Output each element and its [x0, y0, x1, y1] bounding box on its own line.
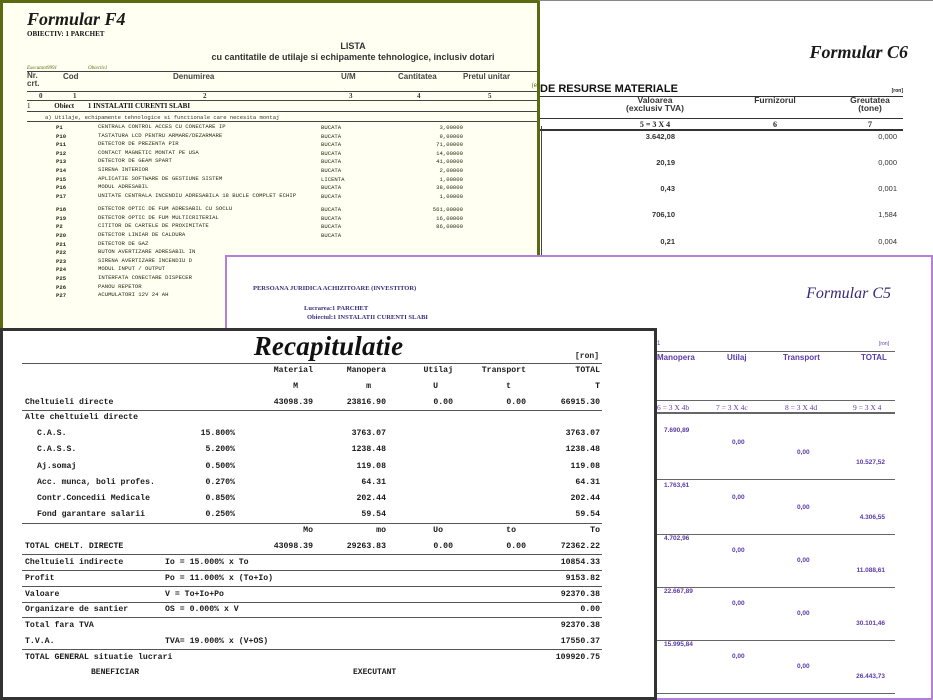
f4-header-denumirea: Denumirea: [173, 72, 215, 81]
table-row: P27 ACUMULATORI 12V 24 AH: [56, 291, 169, 300]
c5-formula-manopera: 6 = 3 X 4b: [657, 403, 690, 412]
recap-alte-label: Alte cheltuieli directe: [25, 413, 139, 422]
c5-formula-total: 9 = 3 X 4: [853, 403, 882, 412]
f4-header-pret: Pretul unitar: [463, 72, 511, 81]
recap-summary-row: Total fara TVA 92370.38: [25, 621, 600, 630]
recap-summary-row: Valoare V = To+Io+Po 92370.38: [25, 590, 600, 599]
recap-divider: [22, 554, 602, 555]
table-row: P19 DETECTOR OPTIC DE FUM MULTICRITERIAL BUCATA 16,00000: [56, 213, 463, 222]
c5-group-row: 15.995,84 0,00 0,00 26.443,73: [657, 638, 895, 694]
c6-divider: [540, 118, 903, 119]
table-row: P15 APLICATIE SOFTWARE DE GESTIUNE SISTEM LICENTA 1,00000: [56, 174, 463, 183]
table-row: P18 DETECTOR OPTIC DE FUM ADRESABIL CU SOCLU BUCATA 561,00000: [56, 205, 463, 214]
c5-formula-transport: 8 = 3 X 4d: [785, 403, 818, 412]
c6-divider: [540, 129, 903, 131]
table-row: P16 MODUL ADRESABIL BUCATA 38,00000: [56, 183, 463, 192]
recap-summary-row: Profit Po = 11.000% x (To+Io) 9153.82: [25, 574, 600, 583]
recap-alte-row: Aj.somaj 0.500% 119.08 119.08: [37, 462, 600, 471]
table-row: P1 CENTRALA CONTROL ACCES CU CONECTARE IP BUCATA 3,00000: [56, 123, 463, 131]
c5-divider: [657, 400, 895, 401]
f4-divider: [27, 121, 537, 122]
f4-header-cantitatea: Cantitatea: [398, 72, 437, 81]
c6-header-valoarea: Valoarea (exclusiv TVA): [626, 95, 684, 113]
f4-divider: [27, 91, 537, 92]
c6-resurse-title: DE RESURSE MATERIALE: [540, 83, 678, 95]
f4-colnum: 4: [417, 92, 421, 100]
recap-total-letters: Mo mo Uo to To: [303, 526, 600, 535]
f4-colnum: 3: [349, 92, 353, 100]
f4-edge-fragment: (e: [531, 83, 537, 89]
recap-summary-row: Cheltuieli indirecte Io = 15.000% x To 10854.33: [25, 558, 600, 567]
f4-obiectiv: OBIECTIV: 1 PARCHET: [27, 30, 105, 38]
f4-meta-left: Executant9991: [27, 66, 57, 71]
c5-group-row: 4.702,96 0,00 0,00 11.088,61: [657, 532, 895, 588]
c5-header-total: TOTAL: [861, 353, 887, 362]
c6-header-greutatea: Greutatea (tone): [850, 95, 890, 113]
recap-divider: [22, 617, 602, 618]
f4-divider: [27, 100, 537, 101]
table-row: P23 SIRENA AVERTIZARE INCENDIU D: [56, 256, 192, 265]
f4-divider: [27, 71, 537, 72]
recap-divider: [22, 602, 602, 603]
c5-investitor: PERSOANA JURIDICA ACHIZITOARE (INVESTITOR): [253, 285, 417, 292]
recap-beneficiar: BENEFICIAR: [91, 668, 140, 677]
table-row: P10 TASTATURA LCD PENTRU ARMARE/DEZARMARE BUCATA 9,00000: [56, 131, 463, 140]
recap-divider: [22, 410, 602, 411]
c5-divider: [657, 412, 895, 414]
f4-header-nr: Nr. crt.: [27, 71, 40, 88]
table-row: P12 CONTACT MAGNETIC MONTAT PE USA BUCATA 14,00000: [56, 148, 463, 157]
recap-header-row: Material Manopera Utilaj Transport TOTAL: [273, 366, 600, 375]
c5-fragment: 1: [657, 341, 661, 347]
recap-title: Recapitulatie: [253, 331, 404, 361]
c5-title: Formular C5: [806, 285, 891, 302]
c5-lucrarea: Lucrarea:1 PARCHET: [304, 305, 369, 312]
recap-divider: [22, 523, 602, 524]
recap-total-directe-row: TOTAL CHELT. DIRECTE 43098.39 29263.83 0.00 0.00 72362.22: [25, 542, 600, 551]
c5-header-transport: Transport: [783, 353, 820, 362]
recap-currency: [ron]: [574, 352, 599, 361]
table-row: P26 PANOU REPETOR: [56, 282, 142, 291]
c6-colnum-furnizorul: 6: [773, 120, 777, 129]
recap-summary-row: T.V.A. TVA= 19.000% x (V+OS) 17550.37: [25, 637, 600, 646]
formular-c6-sheet: Formular C6 DE RESURSE MATERIALE [ron] Valoarea (exclusiv TVA) Furnizorul Greutatea (tone) 5 = 3 X 4 6 7 3.642,08 0,000 20,19 0,000 0,43 0,001 706,10 1,584 0,21 0,004: [538, 0, 933, 255]
c6-colnum-valoarea: 5 = 3 X 4: [639, 120, 671, 129]
c5-group-row: 1.763,61 0,00 0,00 4.306,55: [657, 479, 895, 535]
c5-header-manopera: Manopera: [657, 353, 695, 362]
table-row: P11 DETECTOR DE PREZENTA PIR BUCATA 71,00000: [56, 140, 463, 149]
f4-header-cod: Cod: [63, 72, 79, 81]
recap-divider: [22, 570, 602, 571]
c5-header-utilaj: Utilaj: [727, 353, 747, 362]
recap-divider: [22, 649, 602, 650]
c5-group-row: 7.690,89 0,00 0,00 10.527,52: [657, 424, 895, 480]
table-row: P20 DETECTOR LINIAR DE CALDURA BUCATA: [56, 231, 342, 240]
recap-cheltuieli-directe-row: Cheltuieli directe 43098.39 23816.90 0.00 0.00 66915.30: [25, 398, 600, 407]
recap-header-letters: M m U t T: [293, 382, 600, 391]
c5-formula-utilaj: 7 = 3 X 4c: [716, 403, 748, 412]
table-row: P14 SIRENA INTERIOR BUCATA 2,00000: [56, 165, 463, 174]
table-row: P2 CITITOR DE CARTELE DE PROXIMITATE BUCATA 86,00000: [56, 222, 463, 231]
recap-alte-row: C.A.S.S. 5.200% 1238.48 1238.48: [37, 445, 600, 454]
recap-divider: [22, 586, 602, 587]
c6-currency: [ron]: [891, 88, 903, 94]
f4-object-nr: 1: [27, 102, 31, 110]
c5-obiectul: Obiectul:1 INSTALATII CURENTI SLABI: [307, 314, 428, 321]
c5-group-row: 22.667,89 0,00 0,00 30.101,46: [657, 585, 895, 641]
f4-object-row: [27, 102, 190, 110]
c6-colnum-greutatea: 7: [868, 120, 872, 129]
table-row: P24 MODUL INPUT / OUTPUT: [56, 265, 166, 274]
f4-colnum: 0: [39, 92, 43, 100]
table-row: P17 UNITATE CENTRALA INCENDIU ADRESABILA 18 BUCLE COMPLET ECHIP BUCATA 1,00000: [56, 191, 463, 200]
f4-colnum: 5: [488, 92, 492, 100]
c5-currency: [ron]: [878, 341, 889, 347]
f4-lista-subtitle: cu cantitatile de utilaje si echipamente tehnologice, inclusiv dotari: [211, 52, 495, 62]
f4-section-row: a) Utilaje, echipamente tehnologice si functionale care necesita montaj: [45, 114, 280, 121]
table-row: P13 DETECTOR DE GEAM SPART BUCATA 41,00000: [56, 157, 463, 166]
f4-divider: [27, 111, 537, 112]
table-row: P25 INTERFATA CONECTARE DISPECER: [56, 274, 192, 282]
recap-alte-row: Acc. munca, boli profes. 0.270% 64.31 64.31: [37, 478, 600, 487]
recapitulatie-sheet: [0, 328, 657, 700]
recap-alte-row: Contr.Concedii Medicale 0.850% 202.44 202.44: [37, 494, 600, 503]
f4-colnum: 2: [203, 92, 207, 100]
f4-header-um: U/M: [341, 72, 356, 81]
recap-executant: EXECUTANT: [353, 668, 397, 677]
recap-total-general-row: TOTAL GENERAL situatie lucrari 109920.75: [25, 653, 600, 662]
recap-divider: [22, 363, 602, 364]
recap-alte-row: Fond garantare salarii 0.250% 59.54 59.54: [37, 510, 600, 519]
f4-title: Formular F4: [27, 9, 126, 29]
recap-alte-row: C.A.S. 15.800% 3763.07 3763.07: [37, 429, 600, 438]
f4-object-label: Obiect: [54, 102, 75, 110]
recap-summary-row: Organizare de santier OS = 0.000% x V 0.00: [25, 605, 600, 614]
c6-left-border: [541, 126, 542, 255]
f4-lista-title: LISTA: [340, 41, 366, 51]
c6-header-furnizorul: Furnizorul: [754, 95, 796, 105]
c5-divider: [657, 351, 895, 352]
table-row: P21 DETECTOR DE GAZ: [56, 239, 149, 248]
f4-object-name: 1 INSTALATII CURENTI SLABI: [87, 102, 191, 110]
f4-meta-right: Obiectiv1: [88, 66, 108, 71]
table-row: P22 BUTON AVERTIZARE ADRESABIL IN: [56, 248, 196, 257]
c6-title: Formular C6: [809, 42, 908, 62]
f4-colnum: 1: [73, 92, 77, 100]
